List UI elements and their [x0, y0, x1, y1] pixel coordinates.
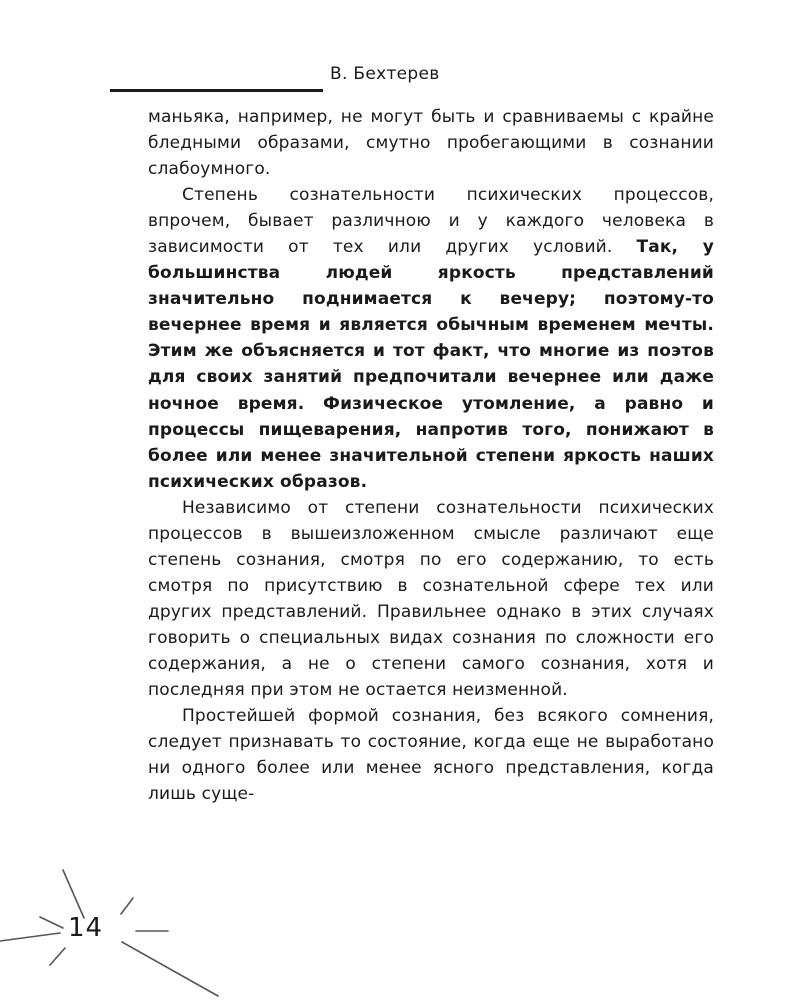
- paragraph-consciousness-content: Независимо от степени сознательности психических процессов в вышеизложенном смысле различают еще степень сознания, смотря по его содержанию, то есть смотря по присутствию в сознательной сфере тех или других представлений. Правильнее однако в этих случаях говорить о специальных видах сознания по сложности его содержания, а не о степени самого сознания, хотя и последняя при этом не остается неизменной.: [148, 497, 714, 701]
- paragraph-simplest-form: Простейшей формой сознания, без всякого сомнения, следует признавать то состояние, когда еще не выработано ни одного более или менее ясного представления, когда лишь суще-: [148, 706, 714, 805]
- burst-line: [50, 948, 65, 965]
- paragraph-lead-text: Степень сознательности психических процессов, впрочем, бывает различною и у каждого человека в зависимости от тех или других условий.: [148, 185, 714, 258]
- page-text: [148, 104, 714, 807]
- paragraph-continued: маньяка, например, не могут быть и сравниваемы с крайне бледными образами, смутно пробегающими в сознании слабоумного.: [148, 107, 714, 180]
- burst-line: [63, 870, 84, 918]
- running-head: В. Бехтерев: [330, 64, 440, 84]
- paragraph-consciousness-degree: [148, 182, 714, 495]
- burst-line: [0, 933, 60, 941]
- burst-line: [121, 898, 133, 914]
- page-number-burst-decoration: [0, 850, 260, 1000]
- bold-emphasis-text: Так, у большинства людей яркость представлений значительно поднимается к вечеру; поэтому-то вечернее время и является обычным временем мечты. Этим же объясняется и тот факт, что многие из поэтов для своих занятий предпочитали вечернее или даже ночное время. Физическое утомление, а равно и процессы пищеварения, напротив того, понижают в более или менее значительной степени яркость наших психических образов.: [148, 237, 714, 492]
- page-number: 14: [68, 913, 104, 943]
- header-rule: [110, 89, 323, 92]
- burst-line: [122, 942, 218, 996]
- burst-line: [40, 917, 63, 928]
